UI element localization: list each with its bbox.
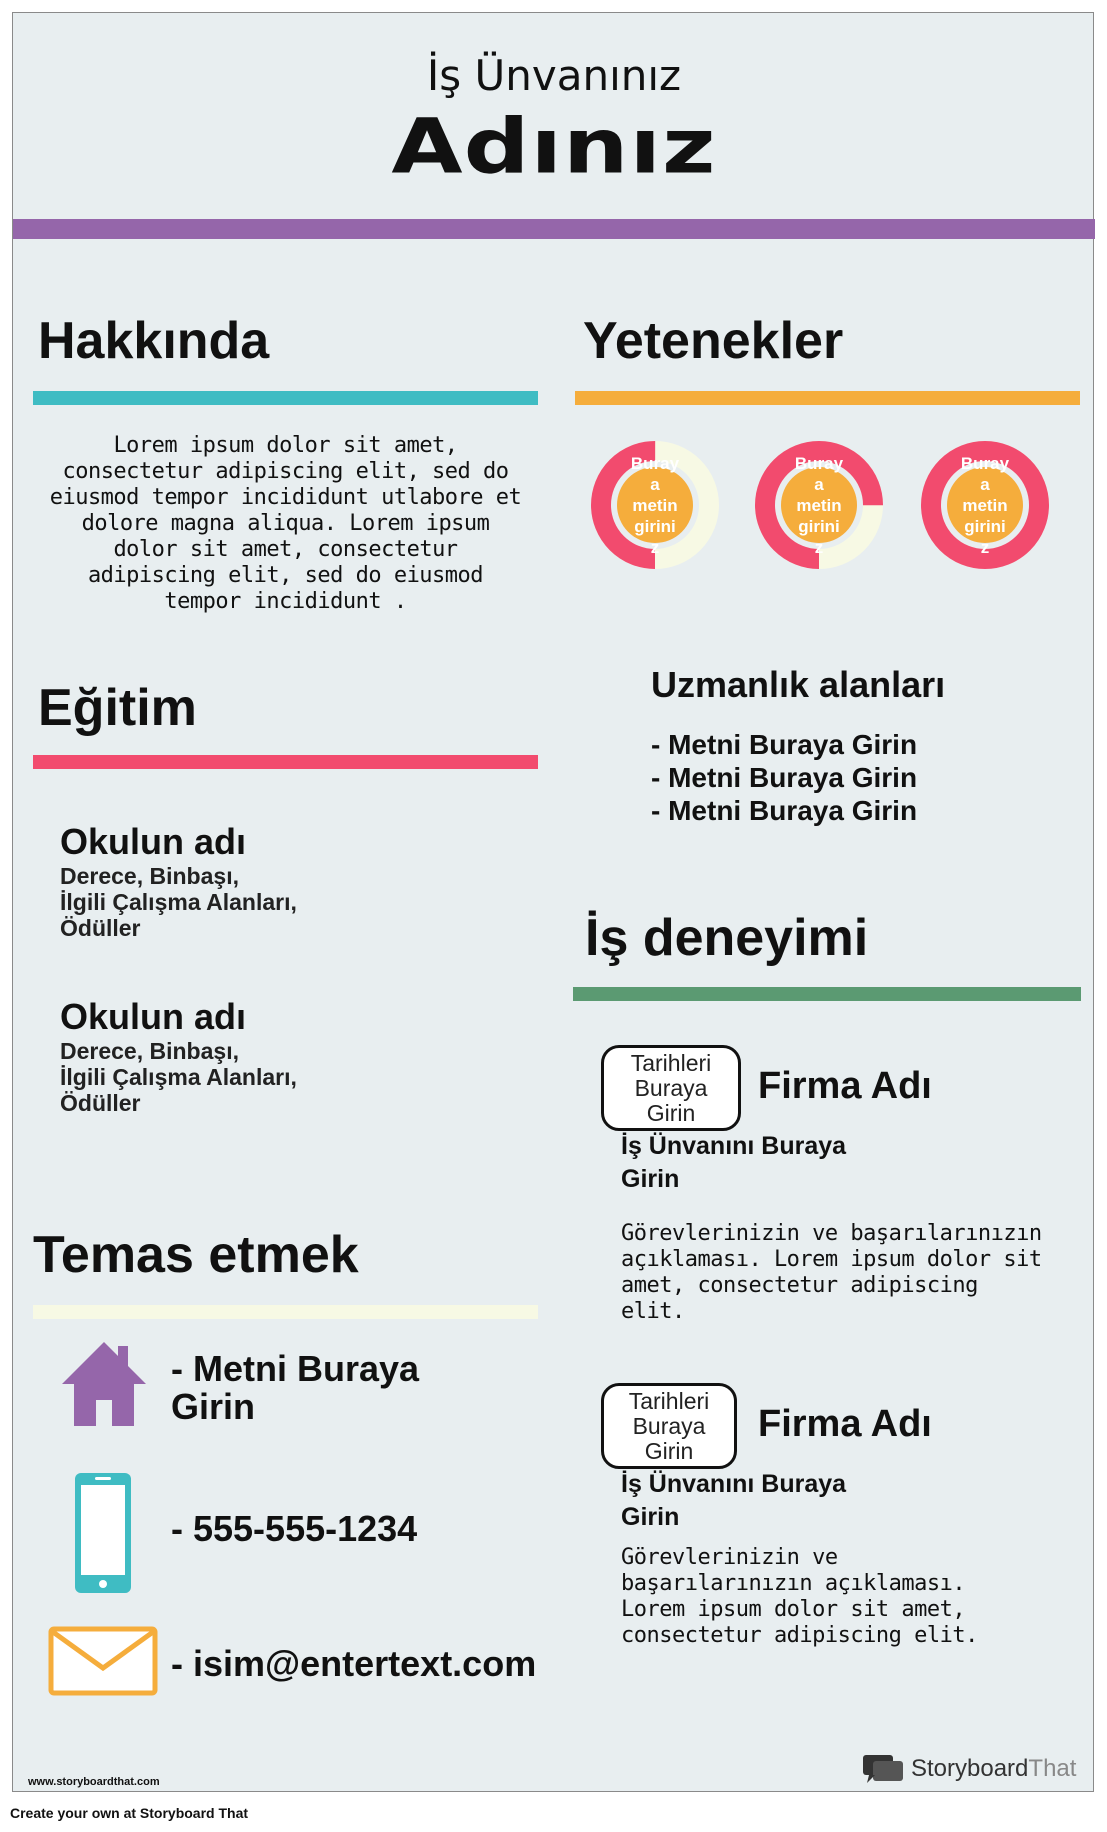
job-title: İş Ünvanınız — [426, 51, 682, 100]
footer-url[interactable]: www.storyboardthat.com — [28, 1776, 160, 1788]
education-heading: Eğitim — [38, 679, 197, 737]
contact-heading: Temas etmek — [33, 1226, 359, 1284]
education-rule — [33, 755, 538, 769]
school-detail: Derece, Binbaşı, İlgili Çalışma Alanları, Ödüller — [60, 1038, 297, 1116]
expertise-item: - Metni Buraya Girin — [651, 729, 918, 760]
brand-logo[interactable] — [863, 1753, 1076, 1785]
expertise-list — [651, 728, 917, 827]
skill-label: Buray a metin girini z — [781, 467, 857, 543]
storyboard-logo-icon — [863, 1753, 905, 1785]
about-text: Lorem ipsum dolor sit amet, consectetur adipiscing elit, sed do eiusmod tempor incididunt utlabore et dolore magna aliqua. Lorem ipsum dolor sit amet, consectetur adipiscing elit, sed do eiusmod tempor incididunt . — [49, 433, 522, 614]
contact-rule — [33, 1305, 538, 1319]
job-role: İş Ünvanını Buraya Girin — [621, 1132, 847, 1193]
company-name: Firma Adı — [758, 1403, 932, 1445]
skill-label: Buray a metin girini z — [617, 467, 693, 543]
contact-phone: - 555-555-1234 — [171, 1508, 418, 1549]
expertise-item: - Metni Buraya Girin — [651, 762, 918, 793]
expertise-heading: Uzmanlık alanları — [651, 664, 946, 705]
school-entry — [60, 821, 480, 941]
skill-ring — [921, 441, 1049, 569]
school-entry — [60, 996, 480, 1116]
job-dates: Tarihleri Buraya Girin — [601, 1383, 737, 1469]
school-name: Okulun adı — [60, 996, 247, 1037]
create-link[interactable]: Create your own at Storyboard That — [10, 1805, 249, 1821]
experience-rule — [573, 987, 1081, 1001]
mail-icon — [48, 1626, 158, 1700]
skill-ring — [755, 441, 883, 569]
person-name: Adınız — [391, 102, 717, 191]
header-divider — [13, 219, 1095, 239]
contact-address: - Metni Buraya Girin — [171, 1348, 420, 1427]
company-name: Firma Adı — [758, 1065, 932, 1107]
brand-name-b: That — [1028, 1755, 1077, 1782]
school-name: Okulun adı — [60, 821, 247, 862]
skills-heading: Yetenekler — [583, 312, 844, 370]
job-description: Görevlerinizin ve başarılarınızın açıklaması. Lorem ipsum dolor sit amet, consectetur adipiscing elit. — [621, 1545, 978, 1648]
skill-label: Buray a metin girini z — [947, 467, 1023, 543]
skills-rule — [575, 391, 1080, 405]
about-rule — [33, 391, 538, 405]
brand-name-a: Storyboard — [911, 1755, 1029, 1782]
home-icon — [58, 1338, 150, 1434]
expertise-item: - Metni Buraya Girin — [651, 795, 918, 826]
experience-heading: İş deneyimi — [585, 909, 869, 967]
resume-page — [12, 12, 1094, 1792]
job-dates: Tarihleri Buraya Girin — [601, 1045, 741, 1131]
contact-email: - isim@entertext.com — [171, 1643, 537, 1684]
skill-ring — [591, 441, 719, 569]
about-heading: Hakkında — [38, 312, 270, 370]
phone-icon — [73, 1471, 133, 1599]
job-role: İş Ünvanını Buraya Girin — [621, 1470, 847, 1531]
school-detail: Derece, Binbaşı, İlgili Çalışma Alanları, Ödüller — [60, 863, 297, 941]
job-description: Görevlerinizin ve başarılarınızın açıklaması. Lorem ipsum dolor sit amet, consectetur adipiscing elit. — [621, 1221, 1042, 1324]
